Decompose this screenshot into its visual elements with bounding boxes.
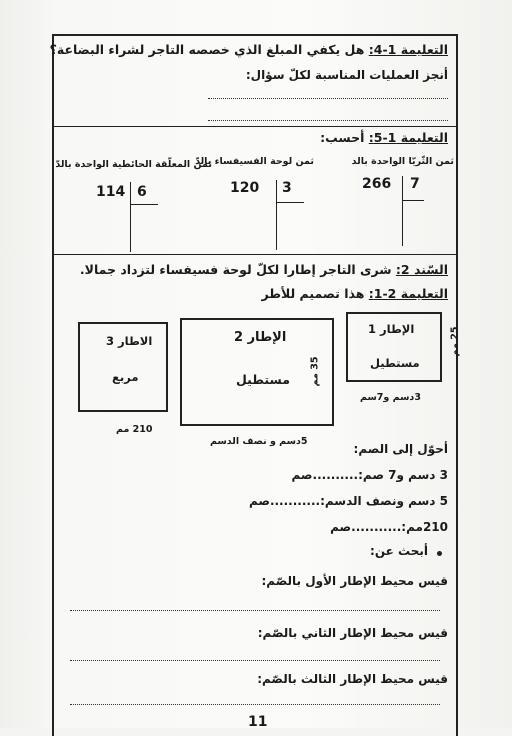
answer-line[interactable] bbox=[70, 610, 440, 611]
divider bbox=[52, 254, 456, 255]
page-number: 11 bbox=[248, 714, 268, 730]
frame-2-bottom-label: 5دسم و نصف الدسم bbox=[210, 436, 308, 447]
answer-line[interactable] bbox=[208, 98, 448, 99]
dividend: 266 bbox=[362, 176, 392, 192]
exercise-label: التعليمة 2-1: bbox=[368, 286, 448, 301]
frame-1-bottom-label: 3دسم و7سم bbox=[360, 392, 421, 403]
frame-1-shape: مستطيل bbox=[370, 356, 420, 370]
division-header-3: ثمن المعلّقة الحائطية الواحدة بالدّ bbox=[55, 159, 212, 170]
bullet-icon bbox=[437, 551, 442, 556]
divider bbox=[52, 126, 456, 127]
convert-row-2[interactable]: 5 دسم ونصف الدسم:...........صم bbox=[248, 494, 448, 508]
exercise-5-1-title bbox=[320, 130, 448, 145]
search-row-2: قيس محيط الإطار الثاني بالصّم: bbox=[257, 626, 448, 640]
convert-title: أحوّل إلى الصم: bbox=[353, 442, 448, 456]
frame-3-shape: مربع bbox=[112, 370, 139, 384]
division-bar bbox=[276, 180, 277, 250]
divisor: 7 bbox=[410, 176, 420, 192]
frame-1-title: الإطار 1 bbox=[368, 322, 415, 336]
frame-1-side-label: 25 مم bbox=[449, 326, 461, 357]
frame-2-shape: مستطيل bbox=[236, 372, 290, 387]
frame-2-title: الإطار 2 bbox=[234, 330, 287, 345]
divisor: 3 bbox=[282, 180, 292, 196]
division-header-2: ثمن لوحة الفسيفساء بالدّ bbox=[195, 156, 314, 167]
search-row-1: قيس محيط الإطار الأول بالصّم: bbox=[261, 574, 448, 588]
answer-line[interactable] bbox=[70, 704, 440, 705]
sanad-text: شرى التاجر إطارا لكلّ لوحة فسيفساء لتزداد جمالا. bbox=[79, 262, 396, 277]
frame-2-side-label: 35 مم bbox=[309, 356, 321, 387]
search-title: أبحث عن: bbox=[370, 544, 428, 558]
exercise-4-1-title bbox=[50, 42, 448, 57]
dividend: 120 bbox=[230, 180, 260, 196]
exercise-4-1-instruction: أنجز العمليات المناسبة لكلّ سؤال: bbox=[245, 68, 448, 82]
division-header-1: ثمن الثّريّا الواحدة بالد bbox=[351, 156, 454, 167]
frame-3-bottom-label: 210 مم bbox=[116, 424, 153, 435]
answer-line[interactable] bbox=[70, 660, 440, 661]
exercise-label: التعليمة 1-5: bbox=[368, 130, 448, 145]
answer-line[interactable] bbox=[208, 120, 448, 121]
division-underline bbox=[402, 200, 424, 201]
exercise-question: أحسب: bbox=[320, 130, 369, 145]
dividend: 114 bbox=[96, 184, 126, 200]
sanad-2 bbox=[80, 262, 448, 277]
exercise-label: التعليمة 1-4: bbox=[368, 42, 448, 57]
division-bar bbox=[130, 182, 131, 252]
convert-row-3[interactable]: 210مم:...........صم bbox=[330, 520, 448, 534]
exercise-question: هل يكفي المبلغ الذي خصصه التاجر لشراء البضاعة؟ bbox=[49, 42, 369, 57]
convert-row-1[interactable]: 3 دسم و7 صم:..........صم bbox=[291, 468, 448, 482]
divisor: 6 bbox=[137, 184, 147, 200]
division-underline bbox=[130, 204, 158, 205]
frame-3-title: الاطار 3 bbox=[106, 334, 153, 348]
exercise-2-1-title bbox=[261, 286, 448, 301]
division-bar bbox=[402, 176, 403, 246]
sanad-label: السّند 2: bbox=[395, 262, 448, 277]
division-underline bbox=[276, 202, 304, 203]
exercise-question: هذا تصميم للأطر bbox=[261, 286, 369, 301]
search-row-3: قيس محيط الإطار الثالث بالصّم: bbox=[257, 672, 448, 686]
